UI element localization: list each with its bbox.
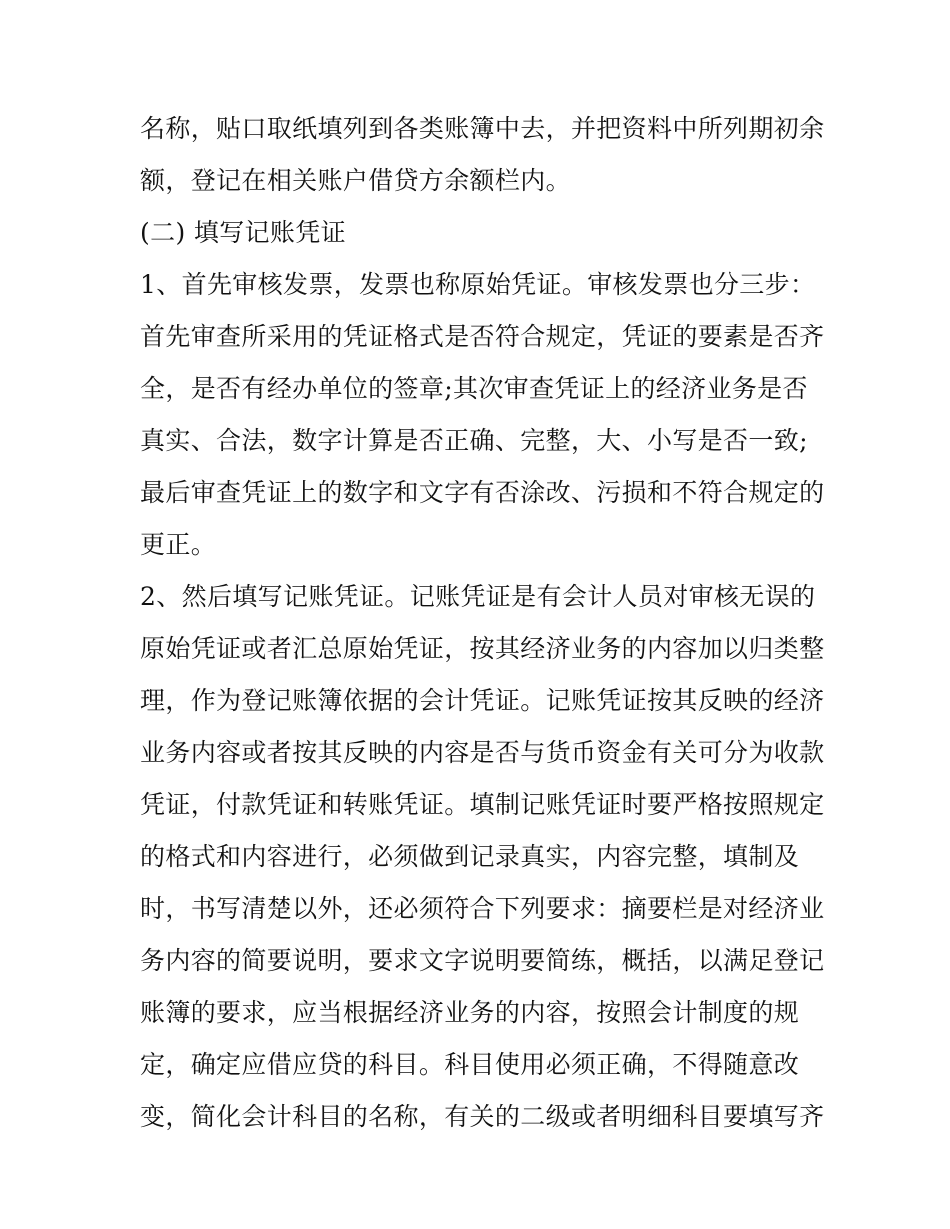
text-line: 额，登记在相关账户借贷方余额栏内。	[140, 166, 571, 195]
text-line: 账簿的要求，应当根据经济业务的内容，按照会计制度的规	[140, 998, 800, 1027]
text-line: 时，书写清楚以外，还必须符合下列要求：摘要栏是对经济业	[140, 894, 825, 923]
text-line: 2、然后填写记账凭证。记账凭证是有会计人员对审核无误的	[140, 582, 816, 611]
text-line: 最后审查凭证上的数字和文字有否涂改、污损和不符合规定的	[140, 478, 825, 507]
text-line: 名称，贴口取纸填列到各类账簿中去，并把资料中所列期初余	[140, 114, 825, 143]
text-line: 业务内容或者按其反映的内容是否与货币资金有关可分为收款	[140, 738, 825, 767]
text-line: 全，是否有经办单位的签章;其次审查凭证上的经济业务是否	[140, 374, 808, 403]
text-line: 变，简化会计科目的名称，有关的二级或者明细科目要填写齐	[140, 1102, 825, 1131]
text-line: 的格式和内容进行，必须做到记录真实，内容完整，填制及	[140, 842, 800, 871]
text-line: 务内容的简要说明，要求文字说明要简练，概括，以满足登记	[140, 946, 825, 975]
text-line: 首先审查所采用的凭证格式是否符合规定，凭证的要素是否齐	[140, 322, 825, 351]
text-line: 1、首先审核发票，发票也称原始凭证。审核发票也分三步：	[140, 270, 816, 299]
text-line: 理，作为登记账簿依据的会计凭证。记账凭证按其反映的经济	[140, 686, 825, 715]
text-line: 更正。	[140, 530, 217, 559]
text-line: 原始凭证或者汇总原始凭证，按其经济业务的内容加以归类整	[140, 634, 825, 663]
text-line: 真实、合法，数字计算是否正确、完整，大、小写是否一致;	[140, 426, 808, 455]
text-line: 凭证，付款凭证和转账凭证。填制记账凭证时要严格按照规定	[140, 790, 825, 819]
text-line: 定，确定应借应贷的科目。科目使用必须正确，不得随意改	[140, 1050, 800, 1079]
section-heading: (二) 填写记账凭证	[140, 218, 346, 247]
document-body	[140, 103, 825, 1143]
